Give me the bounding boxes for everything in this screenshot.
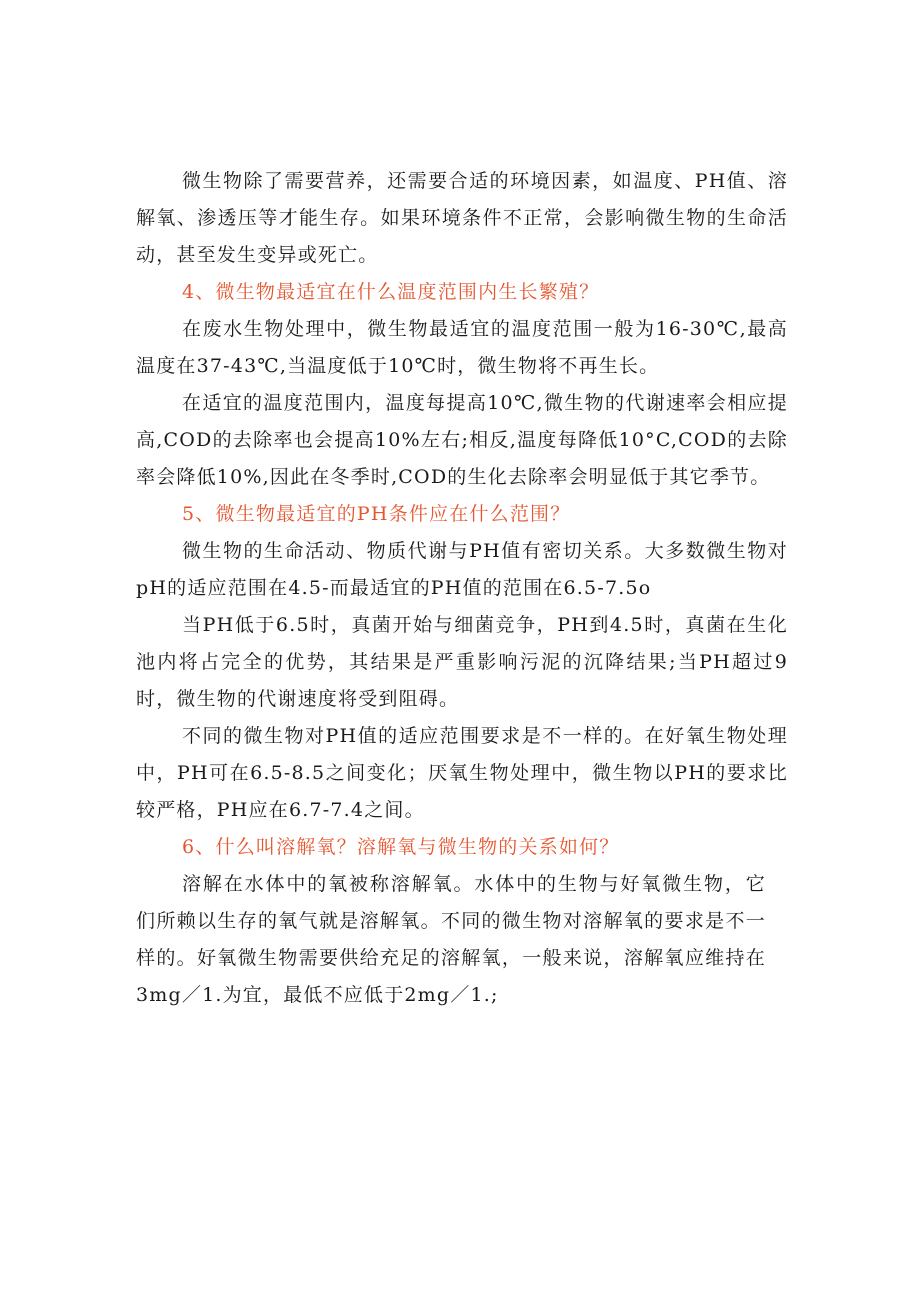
paragraph-dissolved-oxygen: 溶解在水体中的氧被称溶解氧。水体中的生物与好氧微生物，它们所赖以生存的氧气就是溶解氧。不同的微生物对溶解氧的要求是不一样的。好氧微生物需要供给充足的溶解氧，一般来说，溶解氧应维持在3mg／1.为宜，最低不应低于2mg／1.; bbox=[136, 873, 766, 1006]
paragraph-ph-low: 当PH低于6.5时，真菌开始与细菌竞争，PH到4.5时，真菌在生化池内将占完全的优势，其结果是严重影响污泥的沉降结果;当PH超过9时，微生物的代谢速度将受到阻碍。 bbox=[136, 614, 788, 710]
paragraph-temperature-range: 在废水生物处理中，微生物最适宜的温度范围一般为16-30℃,最高温度在37-43℃,当温度低于10℃时，微生物将不再生长。 bbox=[136, 318, 789, 377]
paragraph-ph-relationship: 微生物的生命活动、物质代谢与PH值有密切关系。大多数微生物对pH的适应范围在4.5-而最适宜的PH值的范围在6.5-7.5o bbox=[136, 540, 788, 599]
paragraph-ph-range: 不同的微生物对PH值的适应范围要求是不一样的。在好氧生物处理中，PH可在6.5-8.5之间变化；厌氧生物处理中，微生物以PH的要求比较严格，PH应在6.7-7.4之间。 bbox=[136, 725, 788, 821]
paragraph-environment-factors: 微生物除了需要营养，还需要合适的环境因素，如温度、PH值、溶解氧、渗透压等才能生存。如果环境条件不正常，会影响微生物的生命活动，甚至发生变异或死亡。 bbox=[136, 170, 788, 266]
heading-question-6: 6、什么叫溶解氧？溶解氧与微生物的关系如何？ bbox=[182, 836, 620, 858]
heading-question-4: 4、微生物最适宜在什么温度范围内生长繁殖？ bbox=[182, 281, 600, 303]
document-body bbox=[136, 163, 788, 1014]
paragraph-temperature-effect: 在适宜的温度范围内，温度每提高10℃,微生物的代谢速率会相应提高,COD的去除率也会提高10%左右;相反,温度每降低10°C,COD的去除率会降低10%,因此在冬季时,COD的生化去除率会明显低于其它季节。 bbox=[136, 392, 788, 488]
heading-question-5: 5、微生物最适宜的PH条件应在什么范围？ bbox=[182, 503, 571, 525]
